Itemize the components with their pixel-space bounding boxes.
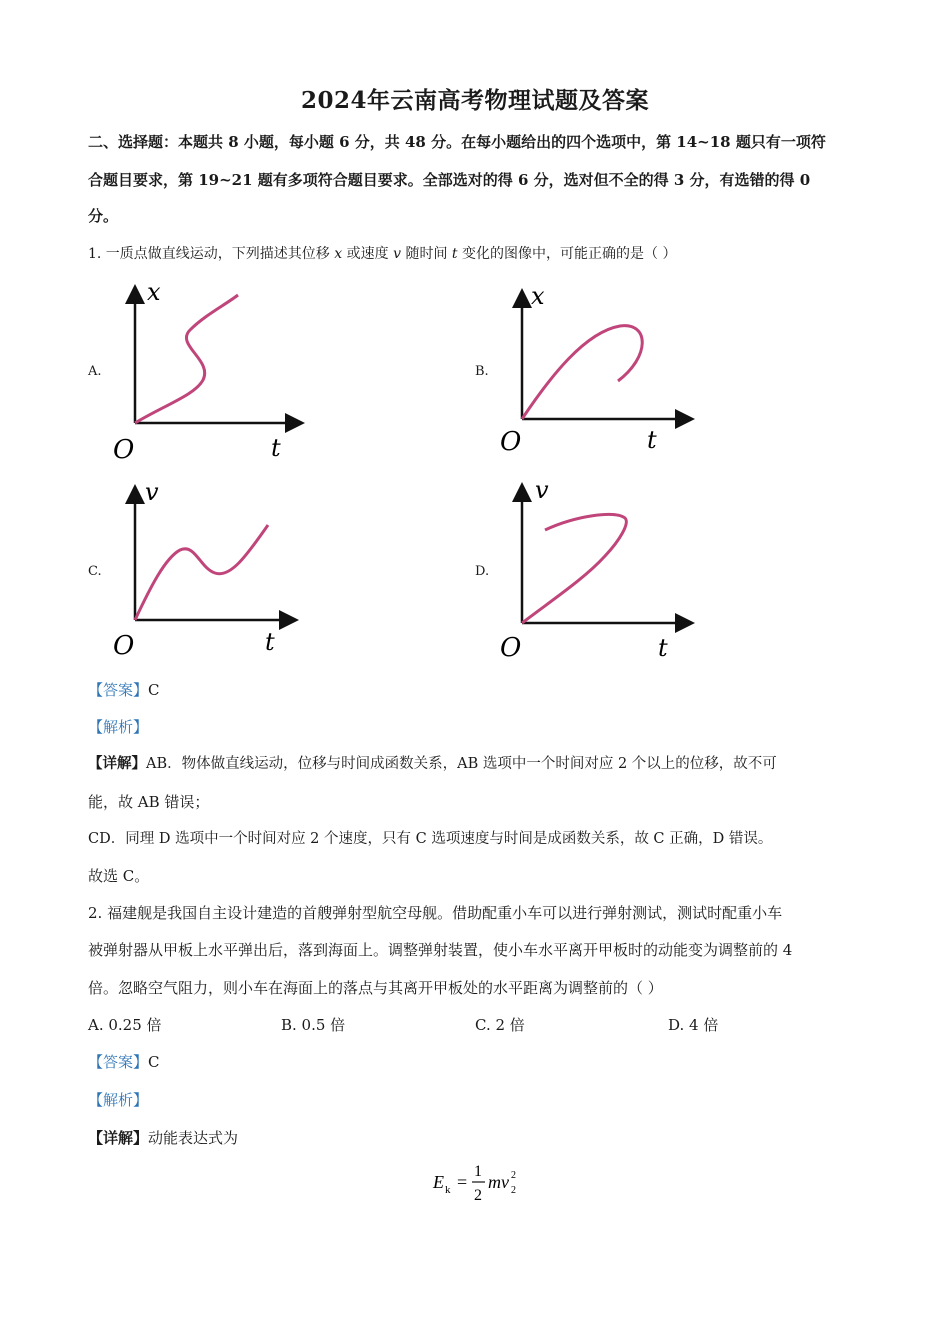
q1-detail-line1 [88, 754, 777, 774]
formula-eq: = [457, 1172, 468, 1192]
option-a-label: A. [88, 364, 102, 379]
section-instruction-line3: 分。 [88, 207, 119, 225]
origin-label: O [500, 427, 522, 457]
formula-sub: 2 [511, 1185, 516, 1196]
answer-value: C [148, 681, 160, 699]
detail-tag: 【详解】 [88, 755, 146, 772]
detail-text: AB．物体做直线运动，位移与时间成函数关系，AB 选项中一个时间对应 2 个以上的位移，故不可 [146, 756, 777, 772]
q2-analysis-tag: 【解析】 [88, 1091, 149, 1109]
answer-tag: 【答案】 [88, 681, 149, 699]
section-instruction-line1: 二、选择题：本题共 8 小题，每小题 6 分，共 48 分。在每小题给出的四个选项中，第 14~18 题只有一项符 [88, 133, 826, 151]
x-axis-label: t [658, 634, 668, 662]
option-b-graph [495, 282, 705, 462]
option-d-label: D. [475, 564, 490, 579]
formula-lhs-sub: k [445, 1184, 451, 1196]
origin-label: O [113, 631, 135, 661]
stem-text-3: 随时间 [401, 246, 452, 262]
formula-num: 1 [474, 1163, 482, 1180]
question-1-stem [88, 244, 676, 264]
option-d-graph [495, 478, 705, 668]
q1-detail-line2: 能，故 AB 错误； [88, 793, 210, 811]
answer-tag: 【答案】 [88, 1053, 149, 1071]
q2-option-d: D. 4 倍 [668, 1016, 719, 1034]
curve-c [135, 525, 268, 620]
x-axis-label: t [647, 426, 657, 454]
q2-option-b: B. 0.5 倍 [281, 1016, 346, 1034]
q1-analysis-tag: 【解析】 [88, 718, 149, 736]
option-b-label: B. [475, 364, 489, 379]
question-2-line2: 被弹射器从甲板上水平弹出后，落到海面上。调整弹射装置，使小车水平离开甲板时的动能变为调整前的 4 [88, 941, 793, 959]
formula-mv: mv [488, 1172, 509, 1192]
stem-symbol-x: x [334, 246, 343, 262]
y-axis-label: x [531, 282, 545, 310]
q2-answer [88, 1052, 160, 1072]
y-axis-label: x [147, 280, 161, 306]
q1-detail-line4: 故选 C。 [88, 867, 150, 885]
curve-a [135, 295, 238, 423]
origin-label: O [500, 633, 522, 663]
question-2-line1: 2. 福建舰是我国自主设计建造的首艘弹射型航空母舰。借助配重小车可以进行弹射测试，测试时配重小车 [88, 904, 783, 922]
question-2-line3: 倍。忽略空气阻力，则小车在海面上的落点与其离开甲板处的水平距离为调整前的（ ） [88, 979, 663, 997]
stem-text-1: 1. 一质点做直线运动，下列描述其位移 [88, 246, 335, 262]
stem-text-2: 或速度 [342, 246, 394, 262]
curve-d [522, 514, 626, 623]
formula-lhs: E [433, 1172, 444, 1192]
page-title: 2024年云南高考物理试题及答案 [300, 87, 649, 114]
q2-option-c: C. 2 倍 [475, 1016, 525, 1034]
q1-answer [88, 680, 160, 700]
curve-b [522, 326, 642, 419]
answer-value: C [148, 1053, 160, 1071]
option-a-graph [105, 280, 315, 470]
detail-text: 动能表达式为 [148, 1129, 239, 1147]
kinetic-energy-formula [430, 1156, 530, 1208]
formula-sup: 2 [511, 1170, 516, 1181]
q2-detail-line1 [88, 1128, 238, 1148]
x-axis-label: t [265, 628, 275, 656]
q2-option-a: A. 0.25 倍 [88, 1016, 162, 1034]
stem-symbol-v: v [393, 246, 401, 262]
stem-symbol-t: t [451, 246, 458, 262]
option-c-label: C. [88, 564, 102, 579]
stem-text-4: 变化的图像中，可能正确的是（ ） [457, 246, 677, 262]
y-axis-label: v [145, 478, 159, 506]
section-instruction-line2: 合题目要求，第 19~21 题有多项符合题目要求。全部选对的得 6 分，选对但不全的得 3 分，有选错的得 0 [88, 171, 811, 189]
origin-label: O [113, 435, 135, 465]
detail-tag: 【详解】 [88, 1129, 149, 1147]
y-axis-label: v [535, 478, 549, 504]
q1-detail-line3: CD．同理 D 选项中一个时间对应 2 个速度，只有 C 选项速度与时间是成函数关系，故 C 正确，D 错误。 [88, 831, 773, 847]
option-c-graph [105, 478, 315, 663]
x-axis-label: t [271, 434, 281, 462]
formula-den: 2 [474, 1187, 482, 1204]
